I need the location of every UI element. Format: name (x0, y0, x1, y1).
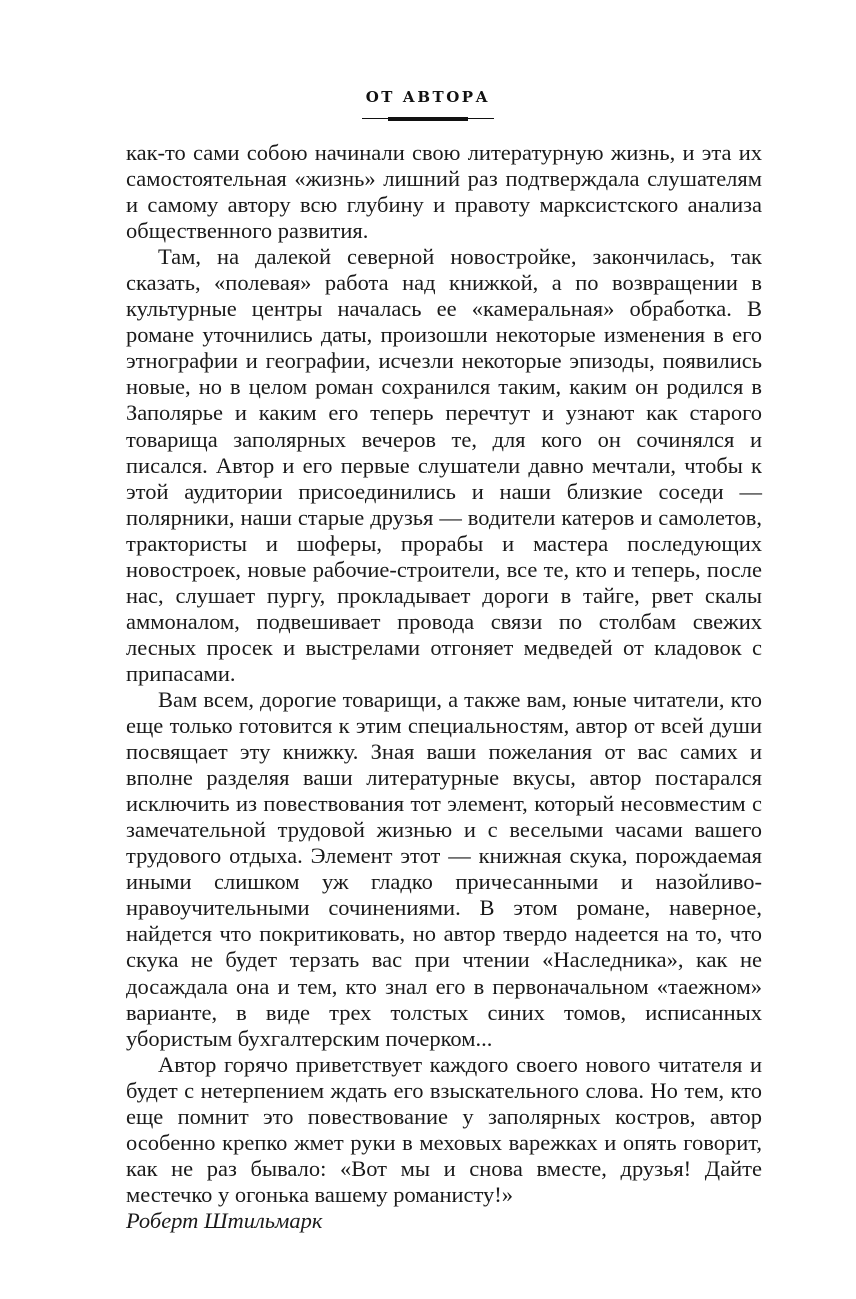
paragraph: Вам всем, дорогие товарищи, а также вам, юные читатели, кто еще только готовится к этим специальностям, автор от всей души посвящает эту книжку. Зная ваши пожелания от вас самих и вполне разделяя ваши литературные вкусы, автор постарался исключить из повествования тот элемент, который несовместим с замечательной трудовой жизнью и с веселыми часами вашего трудового отдыха. Элемент этот — книжная скука, порождаемая иными слишком уж гладко причесанными и назойливо-нравоучительными сочинениями. В этом романе, наверное, найдется что покритиковать, но автор твердо надеется на то, что скука не будет терзать вас при чтении «Наследника», как не досаждала она и тем, кто знал его в первоначальном «таежном» варианте, в виде трех толстых синих томов, исписанных убористым бухгалтерским почерком... (126, 686, 762, 1051)
body-text (126, 140, 762, 1234)
running-head: ОТ АВТОРА (365, 88, 491, 106)
author-signature: Роберт Штильмарк (126, 1207, 323, 1233)
paragraph-continuation: как-то сами собою начинали свою литературную жизнь, и эта их самостоятельная «жизнь» лишний раз подтверждала слушателям и самому автору всю глубину и правоту марксистского анализа общественного развития. (126, 140, 762, 244)
running-head-rule-accent (388, 117, 468, 121)
paragraph: Там, на далекой северной новостройке, закончилась, так сказать, «полевая» работа над книжкой, а по возвращении в культурные центры началась ее «камеральная» обработка. В романе уточнились даты, произошли некоторые изменения в его этнографии и географии, исчезли некоторые эпизоды, появились новые, но в целом роман сохранился таким, каким он родился в Заполярье и каким его теперь перечтут и узнают как старого товарища заполярных вечеров те, для кого он сочинялся и писался. Автор и его первые слушатели давно мечтали, чтобы к этой аудитории присоединились и наши близкие соседи — полярники, наши старые друзья — водители катеров и самолетов, трактористы и шоферы, прорабы и мастера последующих новостроек, новые рабочие-строители, все те, кто и теперь, после нас, слушает пургу, прокладывает дороги в тайге, рвет скалы аммоналом, подвешивает провода связи по столбам свежих лесных просек и выстрелами отгоняет медведей от кладовок с припасами. (126, 244, 762, 686)
paragraph: Автор горячо приветствует каждого своего нового читателя и будет с нетерпением ждать его взыскательного слова. Но тем, кто еще помнит это повествование у заполярных костров, автор особенно крепко жмет руки в меховых варежках и опять говорит, как не раз бывало: «Вот мы и снова вместе, друзья! Дайте местечко у огонька вашему романисту!» (126, 1051, 762, 1207)
